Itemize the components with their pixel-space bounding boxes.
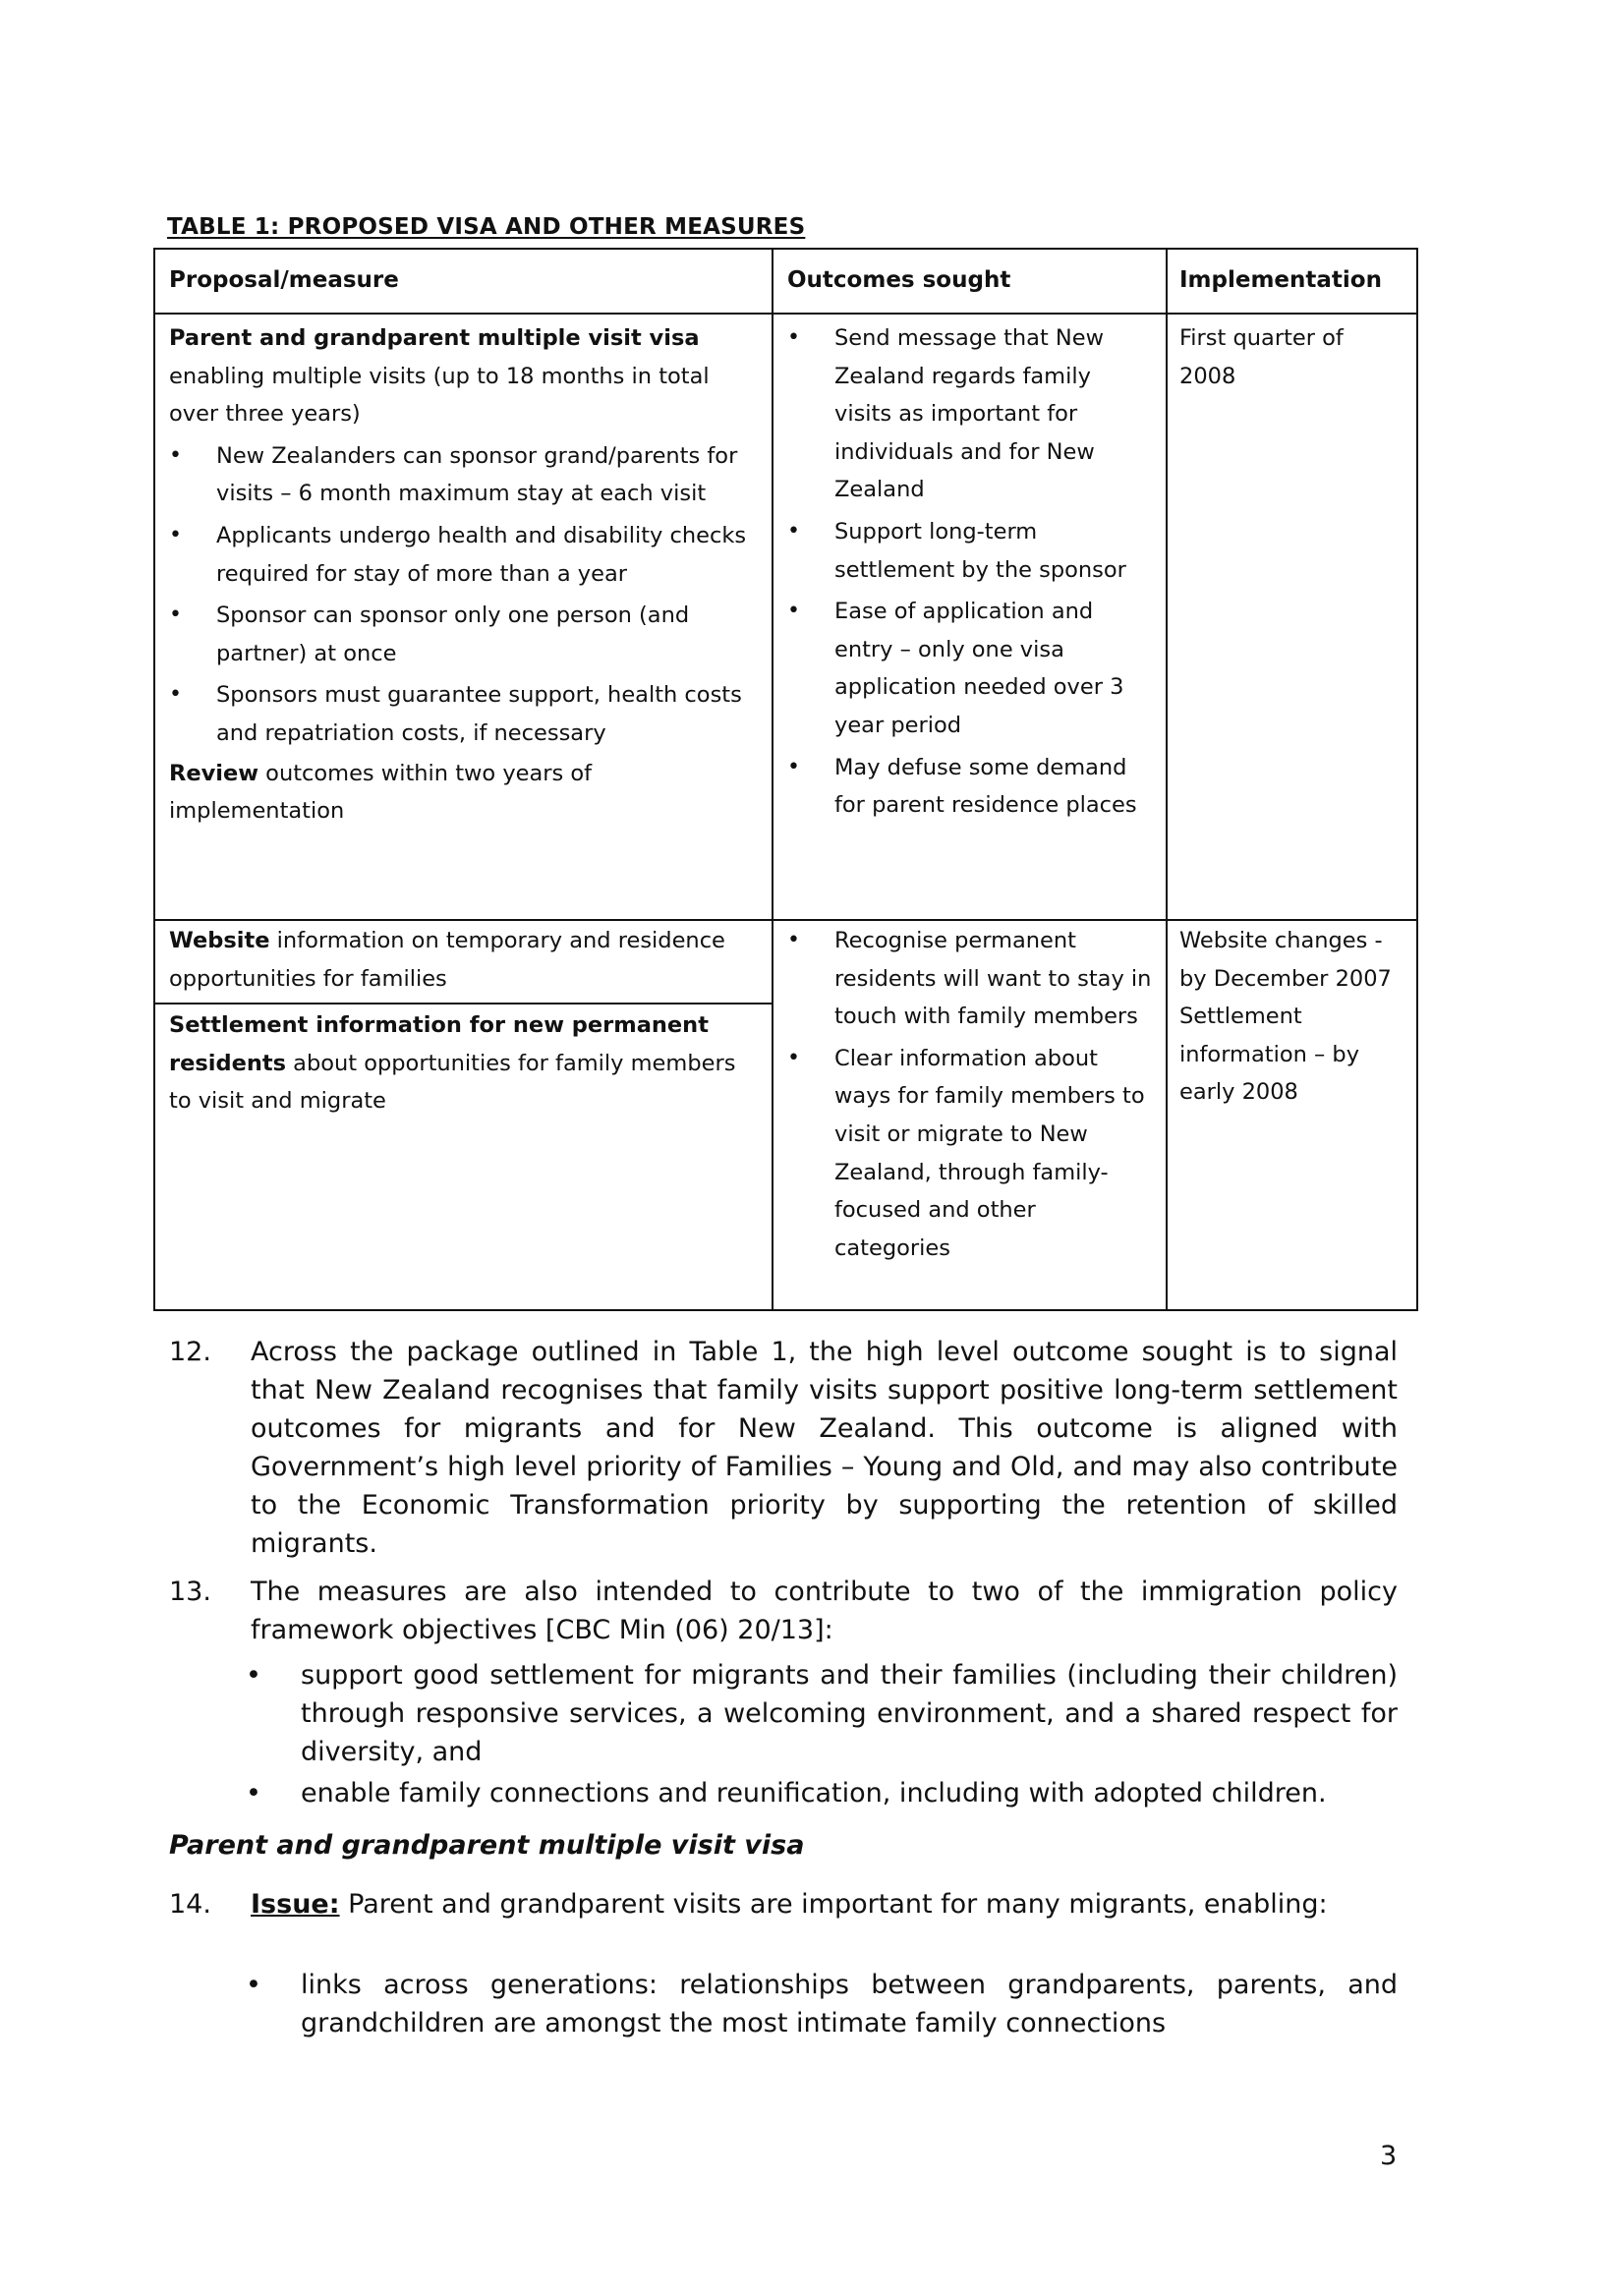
bullet-text: enable family connections and reunification, including with adopted children. [301,1778,1327,1808]
list-item: • Ease of application and entry – only one visa application needed over 3 year period [787,593,1153,744]
settlement-title: Settlement information for new permanent residents [169,1012,709,1076]
paragraph-number: 14. [169,1889,211,1920]
list-item [246,1966,1398,2042]
website-title: Website [169,928,270,953]
list-item: • Send message that New Zealand regards family visits as important for individuals and for New Zealand [787,319,1153,509]
list-item: • Applicants undergo health and disability checks required for stay of more than a year [169,517,759,593]
paragraph-number: 13. [169,1577,211,1607]
list-item: • Sponsors must guarantee support, health costs and repatriation costs, if necessary [169,676,759,752]
settlement-description: about opportunities for family members to visit and migrate [169,1050,736,1115]
paragraph-number: 12. [169,1337,211,1367]
proposal-title: Parent and grandparent multiple visit visa [169,325,700,351]
review-text: outcomes within two years of implementation [169,760,593,825]
row1-implementation-cell: First quarter of 2008 [1179,325,1344,389]
paragraph-14 [169,1885,1398,1923]
bullet-icon: • [246,1660,261,1691]
header-outcomes: Outcomes sought [787,267,1011,293]
row2-settlement-cell [169,1006,759,1120]
implementation-website: Website changes - by December 2007 [1179,928,1392,992]
list-item [246,1656,1398,1771]
row2-implementation-cell [1179,922,1401,1112]
list-item: • Clear information about ways for family members to visit or migrate to New Zealand, through family-focused and other categories [787,1040,1153,1268]
row-divider [155,919,1416,921]
paragraph-text [251,1885,1398,1923]
header-divider [155,313,1416,315]
header-proposal: Proposal/measure [169,267,399,293]
paragraph-text: Across the package outlined in Table 1, the high level outcome sought is to signal that New Zealand recognises that family visits support positive long-term settlement outcomes for migrants and for New Zealand. This outcome is aligned with Government’s high level priority of Families – Young and Old, and may also contribute to the Economic Transformation priority by supporting the retention of skilled migrants. [251,1337,1398,1559]
issue-label: Issue: [251,1889,340,1920]
row2-website-cell [169,922,759,998]
header-implementation: Implementation [1179,267,1382,293]
review-label: Review [169,760,259,786]
paragraph-13 [169,1573,1398,1649]
section-heading: Parent and grandparent multiple visit visa [169,1830,805,1861]
implementation-settlement: Settlement information – by early 2008 [1179,1004,1360,1106]
proposal-description: enabling multiple visits (up to 18 months in total over three years) [169,363,710,428]
cell-divider [155,1003,772,1004]
row2-outcomes-cell [787,918,1153,1267]
column-divider [772,250,773,1309]
measures-table [153,248,1418,1311]
website-description: information on temporary and residence opportunities for families [169,928,725,992]
list-item [246,1774,1398,1812]
page-number: 3 [1380,2141,1398,2171]
bullet-text: links across generations: relationships between grandparents, parents, and grandchildren are amongst the most intimate family connections [301,1970,1398,2038]
bullet-text: support good settlement for migrants and their families (including their children) through responsive services, a welcoming environment, and a shared respect for diversity, and [301,1660,1398,1767]
row1-outcomes-cell [787,316,1153,825]
list-item: • May defuse some demand for parent residence places [787,749,1153,825]
proposal-bullets [169,437,759,753]
bullet-icon: • [246,1970,261,2000]
table-title: TABLE 1: PROPOSED VISA AND OTHER MEASURES [167,214,806,240]
issue-text: Parent and grandparent visits are important for many migrants, enabling: [348,1889,1328,1920]
list-item: • Recognise permanent residents will want to stay in touch with family members [787,922,1153,1036]
bullet-icon: • [246,1778,261,1808]
row1-proposal-cell [169,319,759,831]
paragraph-12 [169,1333,1398,1563]
paragraph-text: The measures are also intended to contribute to two of the immigration policy framework objectives [CBC Min (06) 20/13]: [251,1577,1398,1645]
column-divider [1166,250,1168,1309]
list-item: • Sponsor can sponsor only one person (and partner) at once [169,597,759,672]
list-item: • Support long-term settlement by the sponsor [787,513,1153,589]
list-item: • New Zealanders can sponsor grand/parents for visits – 6 month maximum stay at each visit [169,437,759,513]
